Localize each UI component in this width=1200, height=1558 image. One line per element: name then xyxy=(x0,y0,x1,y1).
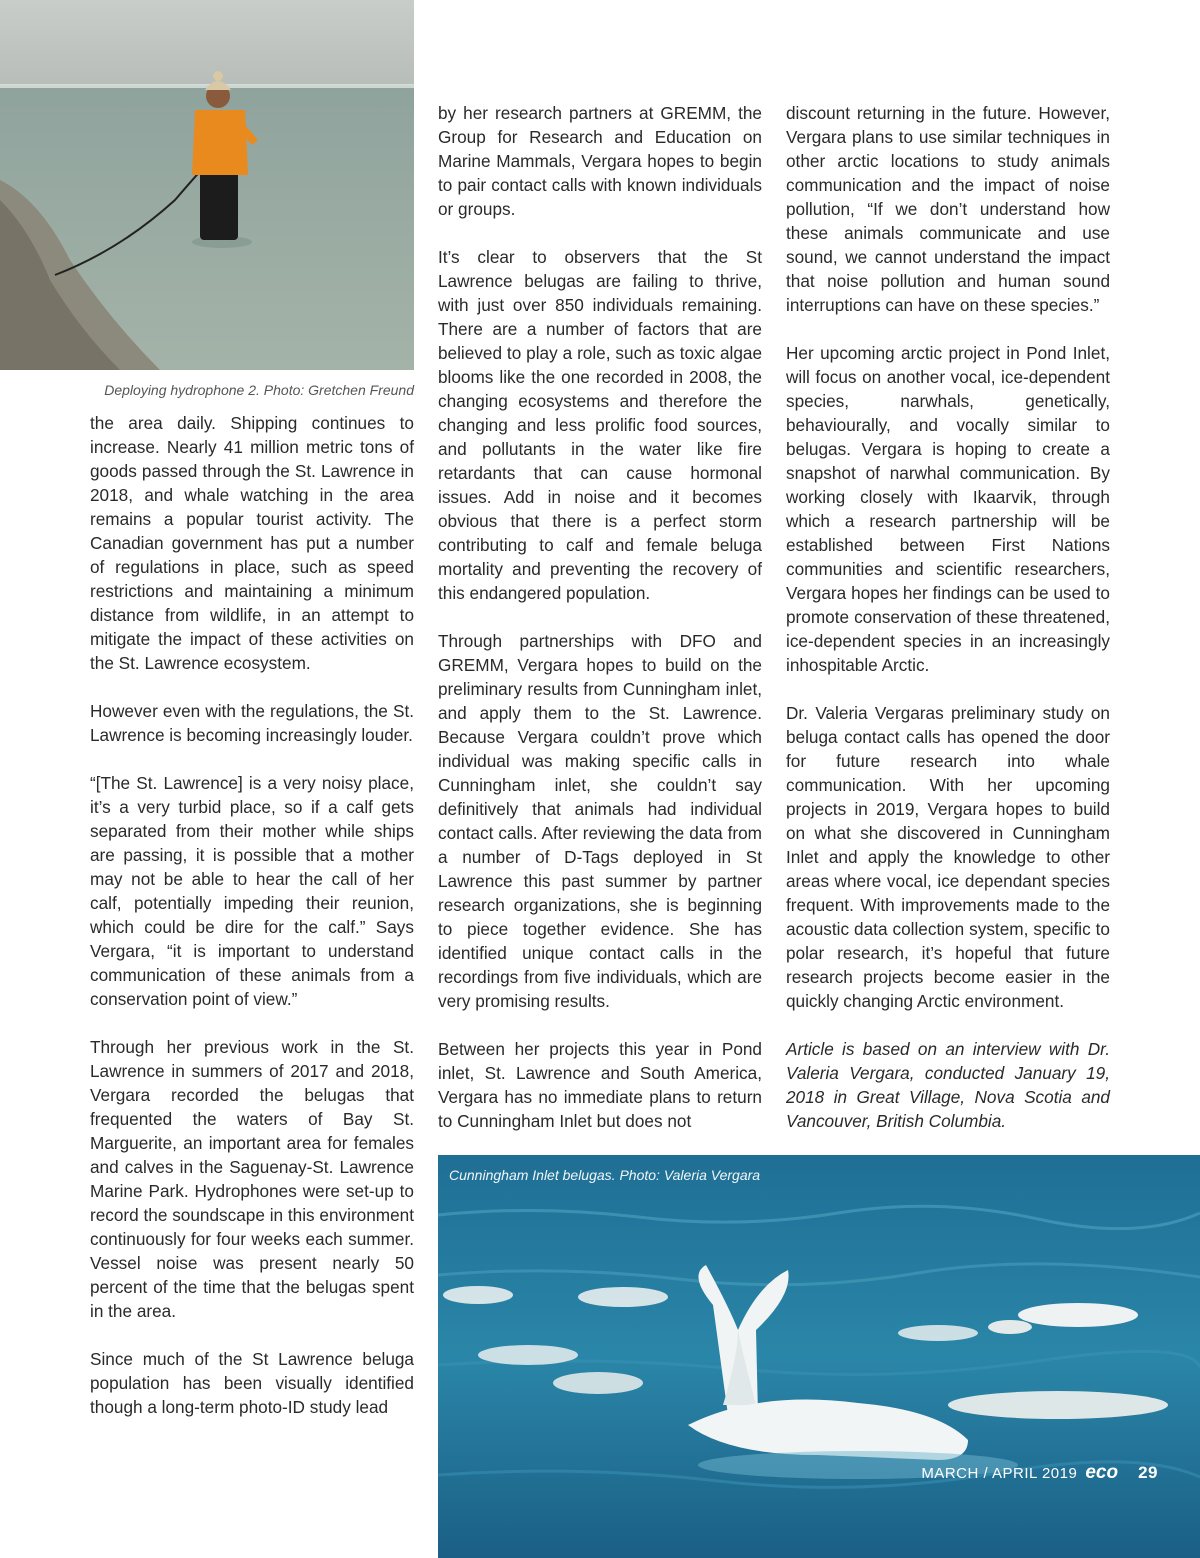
paragraph: discount returning in the future. However, Vergara plans to use similar techniques in other arctic locations to study animals communication and the impact of noise pollution, “If we don’t understand how these animals communicate and use sound, we cannot understand the impact that noise pollution and human sound interruptions can have on these species.” xyxy=(786,103,1110,315)
paragraph: the area daily. Shipping continues to increase. Nearly 41 million metric tons of goods passed through the St. Lawrence in 2018, and whale watching in the area remains a popular tourist activity. The Canadian government has put a number of regulations in place, such as speed restrictions and maintaining a minimum distance from wildlife, in an attempt to mitigate the impact of these activities on the St. Lawrence ecosystem. xyxy=(90,413,414,673)
paragraph: Through partnerships with DFO and GREMM, Vergara hopes to build on the preliminary results from Cunningham inlet, and apply them to the St. Lawrence. Because Vergara couldn’t prove which individual was making specific calls in Cunningham inlet, she couldn’t say definitively that animals had individual contact calls. After reviewing the data from a number of D-Tags deployed in St Lawrence this past summer by partner research organizations, she is beginning to piece together evidence. She has identified unique contact calls in the recordings from five individuals, which are very promising results. xyxy=(438,631,762,1011)
article-column-1 xyxy=(90,411,414,1419)
page-folio xyxy=(921,1462,1158,1484)
paragraph: Dr. Valeria Vergaras preliminary study on beluga contact calls has opened the door for future research into whale communication. With her upcoming projects in 2019, Vergara hopes to build on what she discovered in Cunningham Inlet and apply the knowledge to other areas where vocal, ice dependant species frequent. With improvements made to the acoustic data collection system, specific to polar research, it’s hopeful that future research projects become easier in the quickly changing Arctic environment. xyxy=(786,703,1110,1011)
article-column-3 xyxy=(786,101,1110,1133)
paragraph: However even with the regulations, the St. Lawrence is becoming increasingly louder. xyxy=(90,701,414,745)
article-column-2 xyxy=(438,101,762,1133)
paragraph: “[The St. Lawrence] is a very noisy place, it’s a very turbid place, so if a calf gets separated from their mother while ships are passing, it is possible that a mother may not be able to hear the call of her calf, potentially impeding their reunion, which could be dire for the calf.” Says Vergara, “it is important to understand communication of these animals from a conservation point of view.” xyxy=(90,773,414,1009)
paragraph: It’s clear to observers that the St Lawrence belugas are failing to thrive, with just over 850 individuals remaining. There are a number of factors that are believed to play a role, such as toxic algae blooms like the one recorded in 2008, the changing ecosystems and therefore the changing and less prolific food sources, and pollutants in the water like fire retardants that can cause hormonal issues. Add in noise and it becomes obvious that there is a perfect storm contributing to calf and female beluga mortality and preventing the recovery of this endangered population. xyxy=(438,247,762,603)
hydrophone-photo xyxy=(0,0,414,370)
paragraph: by her research partners at GREMM, the Group for Research and Education on Marine Mammals, Vergara hopes to begin to pair contact calls with known individuals or groups. xyxy=(438,103,762,219)
beluga-photo-illustration xyxy=(438,1155,1200,1558)
page-number: 29 xyxy=(1138,1463,1158,1482)
beluga-photo xyxy=(438,1155,1200,1558)
issue-date: MARCH / APRIL 2019 xyxy=(921,1465,1078,1482)
hydrophone-photo-illustration xyxy=(0,0,414,370)
paragraph: Her upcoming arctic project in Pond Inlet, will focus on another vocal, ice-dependent species, narwhals, genetically, behaviourally, and vocally similar to belugas. Vergara is hoping to create a snapshot of narwhal communication. By working closely with Ikaarvik, through which a research partnership will be established between First Nations communities and scientific researchers, Vergara hopes her findings can be used to promote conservation of these threatened, ice-dependent species in an increasingly inhospitable Arctic. xyxy=(786,343,1110,675)
paragraph: Through her previous work in the St. Lawrence in summers of 2017 and 2018, Vergara recorded the belugas that frequented the waters of Bay St. Marguerite, an important area for females and calves in the Saguenay-St. Lawrence Marine Park. Hydrophones were set-up to record the soundscape in this environment continuously for four weeks each summer. Vessel noise was present nearly 50 percent of the time that the belugas spent in the area. xyxy=(90,1037,414,1321)
paragraph: Since much of the St Lawrence beluga population has been visually identified though a long-term photo-ID study lead xyxy=(90,1349,414,1417)
article-source-note: Article is based on an interview with Dr. Valeria Vergara, conducted January 19, 2018 in Great Village, Nova Scotia and Vancouver, British Columbia. xyxy=(786,1039,1110,1131)
magazine-logo-text: eco xyxy=(1085,1462,1119,1483)
paragraph: Between her projects this year in Pond inlet, St. Lawrence and South America, Vergara has no immediate plans to return to Cunningham Inlet but does not xyxy=(438,1039,762,1131)
bottom-photo-caption: Cunningham Inlet belugas. Photo: Valeria Vergara xyxy=(449,1167,761,1183)
top-photo-caption: Deploying hydrophone 2. Photo: Gretchen Freund xyxy=(104,382,414,398)
